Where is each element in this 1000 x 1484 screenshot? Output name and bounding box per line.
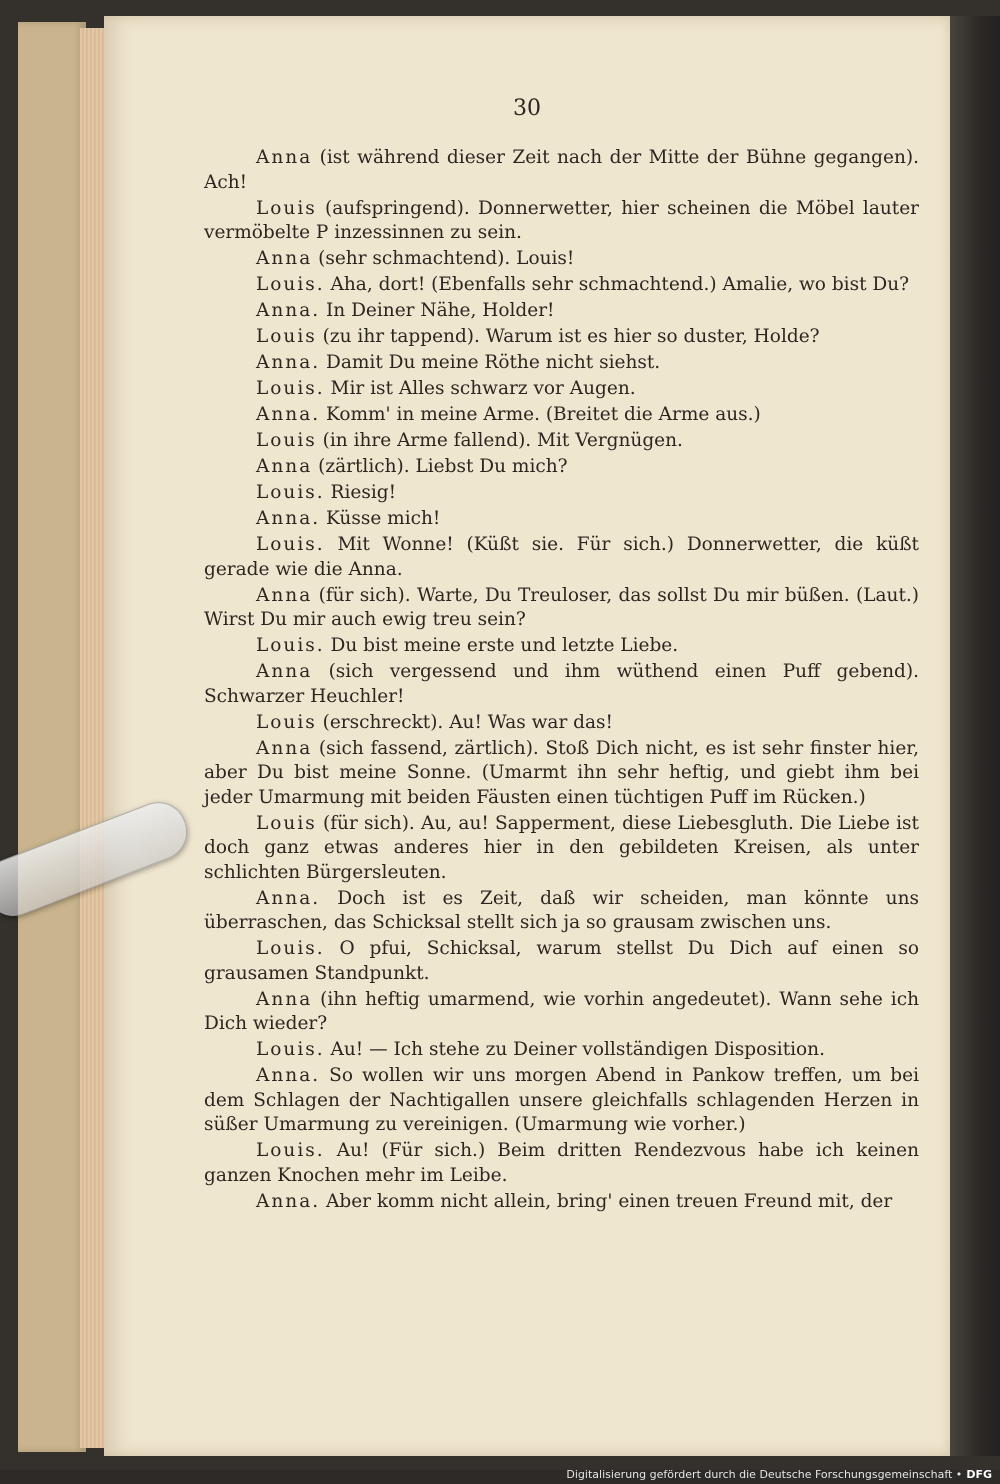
dialogue-paragraph bbox=[204, 1064, 919, 1138]
dialogue-text: Küsse mich! bbox=[326, 508, 441, 529]
dialogue-paragraph bbox=[204, 1190, 919, 1215]
speaker-name: Anna bbox=[256, 456, 313, 477]
speaker-name: Louis. bbox=[256, 274, 325, 295]
speaker-name: Louis. bbox=[256, 1140, 325, 1161]
dialogue-paragraph bbox=[204, 584, 919, 633]
dialogue-text: O pfui, Schicksal, warum stellst Du Dich auf einen so grausamen Standpunkt. bbox=[204, 938, 919, 984]
footer-text: Digitalisierung gefördert durch die Deutsche Forschungsgemeinschaft • bbox=[566, 1468, 963, 1481]
footer-credit bbox=[566, 1468, 992, 1482]
speaker-name: Louis bbox=[256, 430, 317, 451]
dialogue-text: Mit Wonne! (Küßt sie. Für sich.) Donnerwetter, die küßt gerade wie die Anna. bbox=[204, 534, 919, 580]
dialogue-paragraph bbox=[204, 351, 919, 376]
speaker-name: Anna. bbox=[256, 1065, 321, 1086]
dialogue-paragraph bbox=[204, 711, 919, 736]
dialogue-paragraph bbox=[204, 247, 919, 272]
dialogue-text: Doch ist es Zeit, daß wir scheiden, man könnte uns überraschen, das Schicksal stellt sich ja so grausam zwischen uns. bbox=[204, 887, 919, 933]
speaker-name: Louis bbox=[256, 326, 317, 347]
speaker-name: Louis. bbox=[256, 378, 325, 399]
speaker-name: Anna. bbox=[256, 1190, 321, 1212]
speaker-name: Anna bbox=[256, 147, 313, 168]
book-cover-edge bbox=[18, 22, 86, 1452]
dialogue-text: Komm' in meine Arme. (Breitet die Arme aus.) bbox=[326, 404, 761, 425]
speaker-name: Louis. bbox=[256, 482, 325, 503]
dialogue-paragraph bbox=[204, 1038, 919, 1063]
dialogue-text: So wollen wir uns morgen Abend in Pankow treffen, um bei dem Schlagen der Nachtigallen unsere gleichfalls schlagenden Herzen in süßer Umarmung zu vereinigen. (Umarmung wie vorher.) bbox=[204, 1065, 919, 1135]
dialogue-paragraph bbox=[204, 455, 919, 480]
dialogue-text: (sich fassend, zärtlich). Stoß Dich nicht, es ist sehr finster hier, aber Du bist meine Sonne. (Umarmt ihn sehr heftig, und giebt ihm bei jeder Umarmung mit beiden Fäusten einen tüchtigen Puff im Rücken.) bbox=[204, 737, 919, 808]
speaker-name: Louis. bbox=[256, 1039, 325, 1060]
speaker-name: Anna. bbox=[256, 887, 321, 909]
dialogue-paragraph bbox=[204, 429, 919, 454]
speaker-name: Louis bbox=[256, 711, 317, 733]
gutter-shadow bbox=[950, 16, 1000, 1456]
dialogue-text: (erschreckt). Au! Was war das! bbox=[322, 711, 613, 733]
speaker-name: Anna. bbox=[256, 300, 321, 321]
dialogue-text: In Deiner Nähe, Holder! bbox=[326, 300, 555, 321]
dialogue-paragraph bbox=[204, 403, 919, 428]
speaker-name: Anna bbox=[256, 661, 313, 682]
speaker-name: Louis bbox=[256, 197, 317, 219]
page-text bbox=[204, 146, 919, 1216]
speaker-name: Louis bbox=[256, 812, 317, 834]
page-number: 30 bbox=[513, 96, 541, 121]
speaker-name: Louis. bbox=[256, 534, 325, 555]
dialogue-text: (für sich). Warte, Du Treuloser, das sollst Du mir büßen. (Laut.) Wirst Du mir auch ewig treu sein? bbox=[204, 584, 919, 630]
dialogue-paragraph bbox=[204, 377, 919, 402]
dialogue-paragraph bbox=[204, 197, 919, 246]
speaker-name: Anna. bbox=[256, 508, 321, 529]
dialogue-paragraph bbox=[204, 937, 919, 986]
dialogue-paragraph bbox=[204, 533, 919, 582]
dialogue-paragraph bbox=[204, 1139, 919, 1188]
speaker-name: Anna bbox=[256, 248, 313, 269]
dialogue-text: (für sich). Au, au! Sapperment, diese Liebesgluth. Die Liebe ist doch ganz etwas anderes hier in den gebildeten Kreisen, als unter schlichten Bürgersleuten. bbox=[204, 812, 919, 883]
dialogue-text: Au! — Ich stehe zu Deiner vollständigen Disposition. bbox=[330, 1039, 825, 1060]
speaker-name: Anna bbox=[256, 584, 313, 606]
speaker-name: Anna bbox=[256, 988, 313, 1010]
dialogue-paragraph bbox=[204, 146, 919, 195]
dialogue-text: (zu ihr tappend). Warum ist es hier so duster, Holde? bbox=[322, 326, 820, 347]
dialogue-text: (in ihre Arme fallend). Mit Vergnügen. bbox=[322, 430, 683, 451]
dialogue-paragraph bbox=[204, 325, 919, 350]
dialogue-paragraph bbox=[204, 988, 919, 1037]
dialogue-text: (ihn heftig umarmend, wie vorhin angedeutet). Wann sehe ich Dich wieder? bbox=[204, 988, 919, 1034]
dialogue-text: (zärtlich). Liebst Du mich? bbox=[318, 456, 568, 477]
dfg-logo: DFG bbox=[966, 1468, 992, 1481]
dialogue-text: (ist während dieser Zeit nach der Mitte der Bühne gegangen). Ach! bbox=[204, 147, 919, 193]
speaker-name: Anna. bbox=[256, 404, 321, 425]
dialogue-paragraph bbox=[204, 812, 919, 886]
dialogue-text: (sehr schmachtend). Louis! bbox=[318, 248, 575, 269]
dialogue-text: (sich vergessend und ihm wüthend einen Puff gebend). Schwarzer Heuchler! bbox=[204, 661, 919, 707]
dialogue-text: Mir ist Alles schwarz vor Augen. bbox=[330, 378, 636, 399]
dialogue-text: (aufspringend). Donnerwetter, hier scheinen die Möbel lauter vermöbelte P inzessinnen zu sein. bbox=[204, 197, 919, 243]
speaker-name: Louis. bbox=[256, 635, 325, 656]
dialogue-paragraph bbox=[204, 299, 919, 324]
dialogue-text: Du bist meine erste und letzte Liebe. bbox=[330, 635, 679, 656]
dialogue-paragraph bbox=[204, 507, 919, 532]
speaker-name: Louis. bbox=[256, 938, 325, 959]
speaker-name: Anna. bbox=[256, 352, 321, 373]
speaker-name: Anna bbox=[256, 737, 313, 759]
dialogue-text: Aber komm nicht allein, bring' einen treuen Freund mit, der bbox=[326, 1190, 893, 1212]
dialogue-paragraph bbox=[204, 887, 919, 936]
dialogue-paragraph bbox=[204, 273, 919, 298]
book-page bbox=[104, 16, 950, 1456]
dialogue-paragraph bbox=[204, 634, 919, 659]
dialogue-text: Damit Du meine Röthe nicht siehst. bbox=[326, 352, 661, 373]
dialogue-text: Aha, dort! (Ebenfalls sehr schmachtend.) Amalie, wo bist Du? bbox=[330, 274, 910, 295]
dialogue-paragraph bbox=[204, 481, 919, 506]
dialogue-paragraph bbox=[204, 660, 919, 709]
dialogue-paragraph bbox=[204, 737, 919, 811]
dialogue-text: Riesig! bbox=[330, 482, 397, 503]
dialogue-text: Au! (Für sich.) Beim dritten Rendezvous habe ich keinen ganzen Knochen mehr im Leibe. bbox=[204, 1140, 920, 1186]
